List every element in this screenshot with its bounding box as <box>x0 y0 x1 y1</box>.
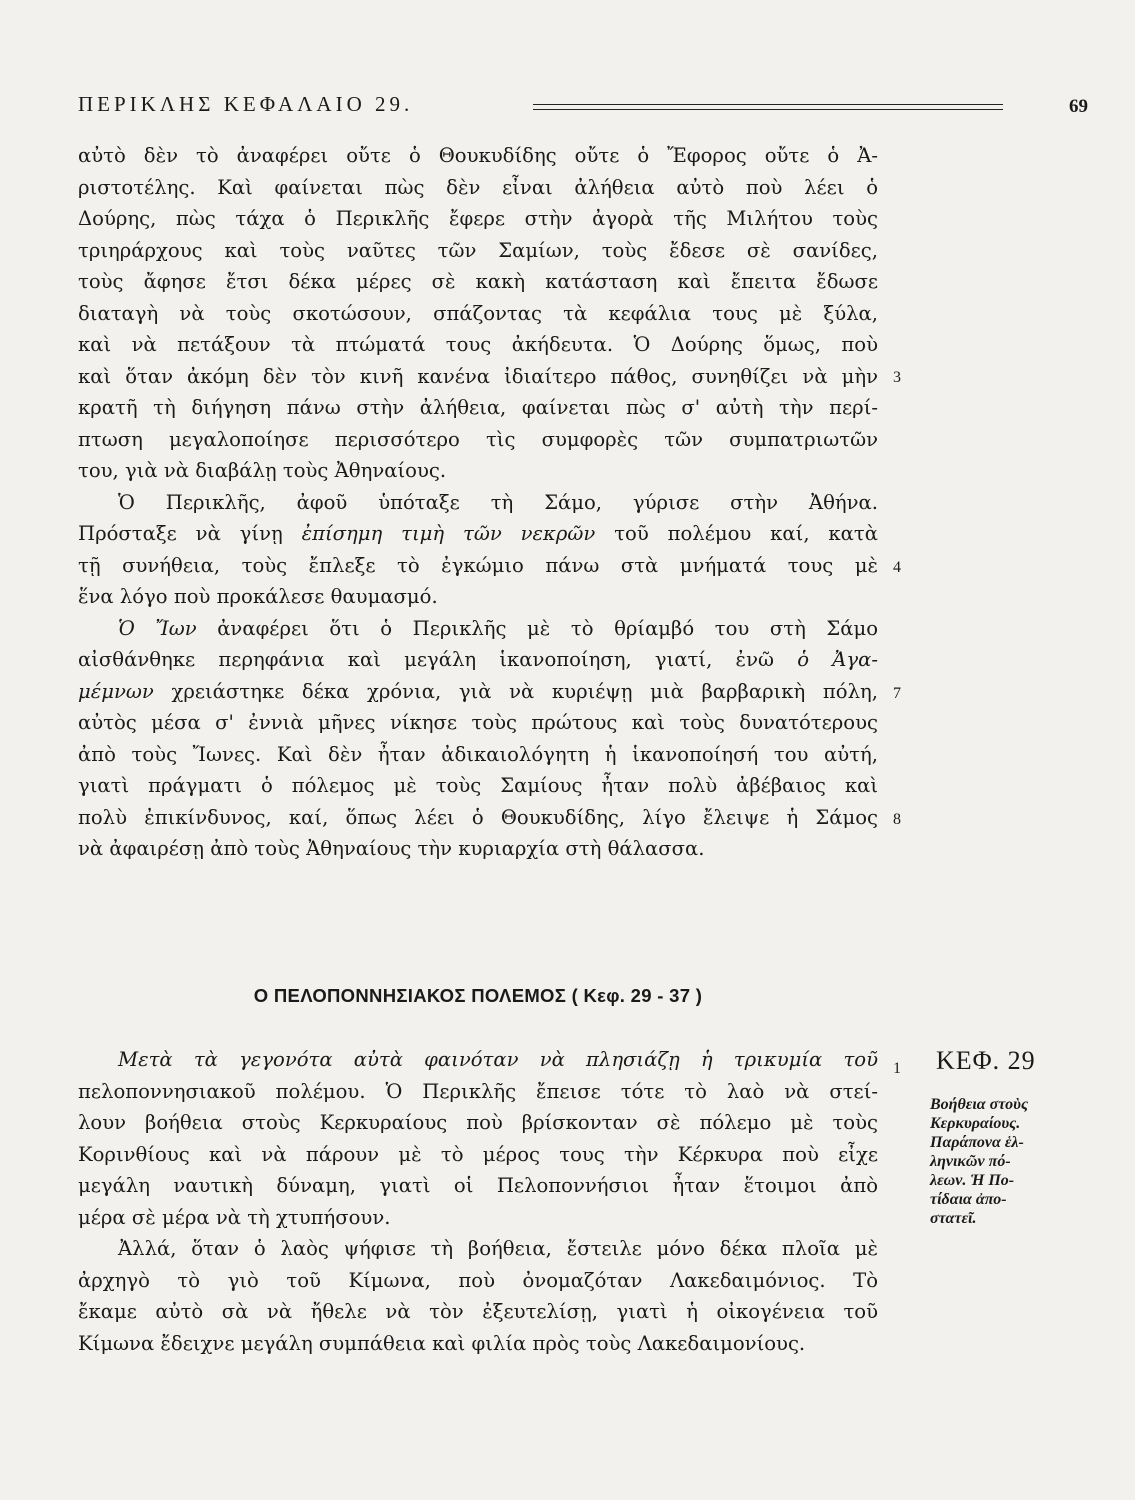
text-line: τῇ συνήθεια, τοὺς ἔπλεξε τὸ ἐγκώμιο πάνω στὰ μνήματά τους μὲ <box>78 553 878 577</box>
text-line: αὐτὸς μέσα σ' ἐννιὰ μῆνες νίκησε τοὺς πρώτους καὶ τοὺς δυνατότερους <box>78 711 878 734</box>
text-run: ἀναφέρει ὅτι ὁ Περικλῆς μὲ τὸ θρίαμβό του στὴ Σάμο <box>196 616 879 640</box>
text-line <box>78 1044 878 1076</box>
emphasis-agamemnon-cont: μέμνων <box>78 679 154 703</box>
section-text-block <box>78 1044 878 1359</box>
margin-note-line: ληνικῶν πό- <box>930 1153 1011 1170</box>
text-line: Κορινθίους καὶ νὰ πάρουν μὲ τὸ μέρος τους τὴν Κέρκυρα ποὺ εἶχε <box>78 1142 878 1166</box>
page-number: 69 <box>1069 96 1088 117</box>
text-line <box>78 518 878 550</box>
margin-note-line: λεων. Ἡ Πο- <box>930 1172 1015 1189</box>
text-line: κρατῆ τὴ διήγηση πάνω στὴν ἀλήθεια, φαίνεται πὼς σ' αὐτὴ τὴν περί- <box>78 396 878 419</box>
running-title: ΠΕΡΙΚΛΗΣ ΚΕΦΑΛΑΙΟ 29. <box>78 92 414 116</box>
text-line: τριηράρχους καὶ τοὺς ναῦτες τῶν Σαμίων, τοὺς ἔδεσε σὲ σανίδες, <box>78 238 878 262</box>
text-line: διαταγὴ νὰ τοὺς σκοτώσουν, σπάζοντας τὰ κεφάλια τους μὲ ξύλα, <box>78 301 878 325</box>
margin-line-number: 4 <box>893 559 901 576</box>
text-line: Ὁ Περικλῆς, ἀφοῦ ὑπόταξε τὴ Σάμο, γύρισε στὴν Ἀθήνα. <box>118 490 878 514</box>
margin-note-line: στατεῖ. <box>930 1210 977 1227</box>
text-line: ἀπὸ τοὺς Ἴωνες. Καὶ δὲν ἦταν ἀδικαιολόγητη ἡ ἱκανοποίησή του αὐτή, <box>78 742 878 766</box>
text-line: πολὺ ἐπικίνδυνος, καί, ὅπως λέει ὁ Θουκυδίδης, λίγο ἔλειψε ἡ Σάμος <box>78 805 878 829</box>
text-line: καὶ νὰ πετάξουν τὰ πτώματά τους ἀκήδευτα. Ὁ Δούρης ὅμως, ποὺ <box>78 333 878 356</box>
text-line: Ἀλλά, ὅταν ὁ λαὸς ψήφισε τὴ βοήθεια, ἔστειλε μόνο δέκα πλοῖα μὲ <box>118 1237 878 1260</box>
text-run: τοῦ πολέμου καί, κατὰ <box>595 522 878 545</box>
text-line: λουν βοήθεια στοὺς Κερκυραίους ποὺ βρίσκονταν σὲ πόλεμο μὲ τοὺς <box>78 1111 878 1134</box>
margin-line-number: 1 <box>893 1060 901 1077</box>
text-line: Δούρης, πὼς τάχα ὁ Περικλῆς ἔφερε στὴν ἀγορὰ τῆς Μιλήτου τοὺς <box>78 207 878 230</box>
text-line <box>78 676 878 708</box>
margin-note-line: Κερκυραίους. <box>930 1115 1021 1132</box>
text-line: μεγάλη ναυτικὴ δύναμη, γιατὶ οἱ Πελοποννήσιοι ἦταν ἕτοιμοι ἀπὸ <box>78 1174 878 1197</box>
text-line: μέρα σὲ μέρα νὰ τὴ χτυπήσουν. <box>78 1205 391 1229</box>
margin-note-line: Παράπονα ἑλ- <box>930 1134 1024 1151</box>
text-line: Κίμωνα ἔδειχνε μεγάλη συμπάθεια καὶ φιλία πρὸς τοὺς Λακεδαιμονίους. <box>78 1331 806 1355</box>
page-header <box>78 92 1088 128</box>
emphasis-public-honor: ἐπίσημη τιμὴ τῶν νεκρῶν <box>301 522 596 545</box>
section-heading: Ο ΠΕΛΟΠΟΝΝΗΣΙΑΚΟΣ ΠΟΛΕΜΟΣ ( Κεφ. 29 - 37 ) <box>253 985 703 1006</box>
emphasis-opening: Μετὰ τὰ γεγονότα αὐτὰ φαινόταν νὰ πλησιάζῃ ἡ τρικυμία τοῦ <box>118 1048 878 1071</box>
margin-line-number: 8 <box>893 811 901 828</box>
margin-line-number: 7 <box>893 685 901 702</box>
text-line <box>78 613 878 645</box>
text-line: αὐτὸ δὲν τὸ ἀναφέρει οὔτε ὁ Θουκυδίδης οὔτε ὁ Ἔφορος οὔτε ὁ Ἀ- <box>78 144 878 167</box>
margin-summary-note <box>930 1095 1080 1228</box>
text-line: καὶ ὅταν ἀκόμη δὲν τὸν κινῆ κανένα ἰδιαίτερο πάθος, συνηθίζει νὰ μὴν <box>78 364 878 388</box>
margin-chapter-label: ΚΕΦ. 29 <box>936 1046 1036 1075</box>
text-line: ἔκαμε αὐτὸ σὰ νὰ ἤθελε νὰ τὸν ἐξευτελίσῃ, γιατὶ ἡ οἰκογένεια τοῦ <box>78 1300 878 1323</box>
text-line: του, γιὰ νὰ διαβάλῃ τοὺς Ἀθηναίους. <box>78 459 447 482</box>
emphasis-agamemnon: ὁ Ἀγα- <box>797 648 878 671</box>
text-line: ριστοτέλης. Καὶ φαίνεται πὼς δὲν εἶναι ἀλήθεια αὐτὸ ποὺ λέει ὁ <box>78 175 878 199</box>
text-line: πτωση μεγαλοποίησε περισσότερο τὶς συμφορὲς τῶν συμπατριωτῶν <box>78 427 878 451</box>
text-line: ἀρχηγὸ τὸ γιὸ τοῦ Κίμωνα, ποὺ ὀνομαζόταν Λακεδαιμόνιος. Τὸ <box>78 1268 878 1292</box>
text-run: Πρόσταξε νὰ γίνῃ <box>78 522 302 545</box>
text-line: γιατὶ πράγματι ὁ πόλεμος μὲ τοὺς Σαμίους ἦταν πολὺ ἀβέβαιος καὶ <box>78 774 878 797</box>
text-line: πελοποννησιακοῦ πολέμου. Ὁ Περικλῆς ἔπεισε τότε τὸ λαὸ νὰ στεί- <box>78 1079 878 1103</box>
text-run: αἰσθάνθηκε περηφάνια καὶ μεγάλη ἱκανοποίηση, γιατί, ἐνῶ <box>78 648 798 671</box>
text-line: τοὺς ἄφησε ἔτσι δέκα μέρες σὲ κακὴ κατάσταση καὶ ἔπειτα ἔδωσε <box>78 270 878 293</box>
text-run: χρειάστηκε δέκα χρόνια, γιὰ νὰ κυριέψῃ μιὰ βαρβαρικὴ πόλη, <box>153 679 878 703</box>
emphasis-ion: Ὁ Ἴων <box>118 616 197 640</box>
main-text-block <box>78 140 878 865</box>
text-line <box>78 644 878 676</box>
margin-note-line: τίδαια ἀπο- <box>930 1191 1007 1208</box>
text-line: ἕνα λόγο ποὺ προκάλεσε θαυμασμό. <box>78 585 438 608</box>
header-double-rule <box>533 104 1003 110</box>
margin-note-line: Βοήθεια στοὺς <box>930 1096 1029 1113</box>
text-line: νὰ ἀφαιρέσῃ ἀπὸ τοὺς Ἀθηναίους τὴν κυριαρχία στὴ θάλασσα. <box>78 837 705 860</box>
margin-line-number: 3 <box>893 369 901 386</box>
